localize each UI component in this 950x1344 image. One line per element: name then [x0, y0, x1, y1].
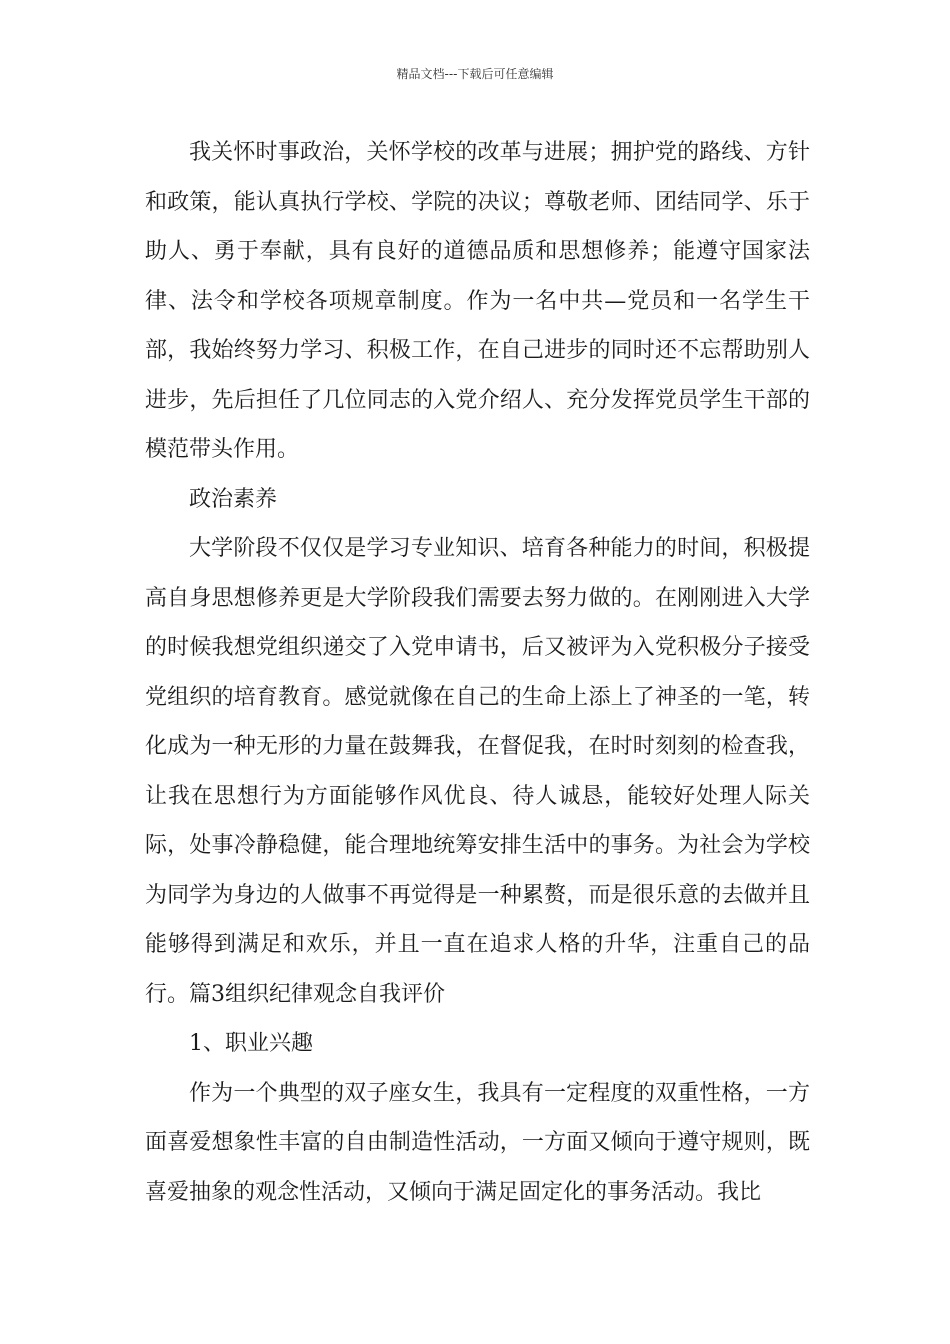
document-body: [145, 128, 810, 1217]
paragraph-3: 作为一个典型的双子座女生，我具有一定程度的双重性格，一方面喜爱想象性丰富的自由制造性活动，一方面又倾向于遵守规则，既喜爱抽象的观念性活动，又倾向于满足固定化的事务活动。我比: [145, 1080, 810, 1205]
paragraph-2: 大学阶段不仅仅是学习专业知识、培育各种能力的时间，积极提高自身思想修养更是大学阶段我们需要去努力做的。在刚刚进入大学的时候我想党组织递交了入党申请书，后又被评为入党积极分子接受党组织的培育教育。感觉就像在自己的生命上添上了神圣的一笔，转化成为一种无形的力量在鼓舞我，在督促我，在时时刻刻的检查我，让我在思想行为方面能够作风优良、待人诚恳，能较好处理人际关际，处事冷静稳健，能合理地统筹安排生活中的事务。为社会为学校为同学为身边的人做事不再觉得是一种累赘，而是很乐意的去做并且能够得到满足和欢乐，并且一直在追求人格的升华，注重自己的品行。篇3组织纪律观念自我评价: [145, 536, 810, 1007]
section-heading-career-interest: 1、职业兴趣: [189, 1031, 313, 1056]
page-header: 精品文档---下载后可任意编辑: [396, 67, 554, 81]
section-heading-political: 政治素养: [189, 486, 278, 512]
paragraph-1: 我关怀时事政治，关怀学校的改革与进展；拥护党的路线、方针和政策，能认真执行学校、学院的决议；尊敬老师、团结同学、乐于助人、勇于奉献，具有良好的道德品质和思想修养；能遵守国家法律、法令和学校各项规章制度。作为一名中共—党员和一名学生干部，我始终努力学习、积极工作，在自己进步的同时还不忘帮助别人进步，先后担任了几位同志的入党介绍人、充分发挥党员学生干部的模范带头作用。: [145, 140, 810, 462]
